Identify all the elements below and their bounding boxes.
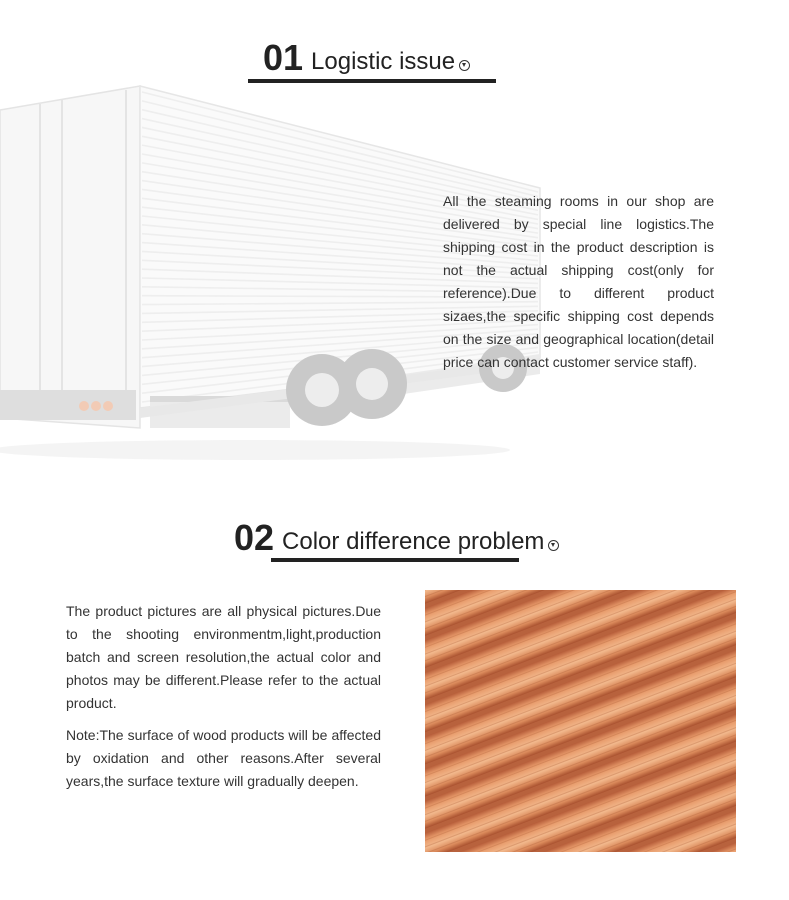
section-2-underline bbox=[271, 558, 519, 562]
color-difference-description: The product pictures are all physical pictures.Due to the shooting environmentm,light,production batch and screen resolution,the actual color and photos may be different.Please refer to the actual product. bbox=[66, 603, 381, 711]
wood-slats-image bbox=[425, 590, 736, 852]
section-2-title: Color difference problem bbox=[282, 528, 545, 555]
section-2-heading bbox=[234, 517, 559, 558]
section-1-title: Logistic issue bbox=[311, 48, 456, 75]
section-1-heading bbox=[263, 37, 470, 78]
chevron-down-circle-icon[interactable] bbox=[548, 540, 559, 551]
wood-oxidation-note: Note:The surface of wood products will be affected by oxidation and other reasons.After several years,the surface texture will gradually deepen. bbox=[66, 727, 381, 789]
section-2-number: 02 bbox=[234, 517, 275, 558]
section-1-number: 01 bbox=[263, 37, 304, 78]
logistic-description: All the steaming rooms in our shop are delivered by special line logistics.The shipping cost in the product description is not the actual shipping cost(only for reference).Due to different product sizaes,the specific shipping cost depends on the size and geographical location(detail price can contact customer service staff). bbox=[443, 193, 714, 370]
chevron-down-circle-icon[interactable] bbox=[459, 60, 470, 71]
